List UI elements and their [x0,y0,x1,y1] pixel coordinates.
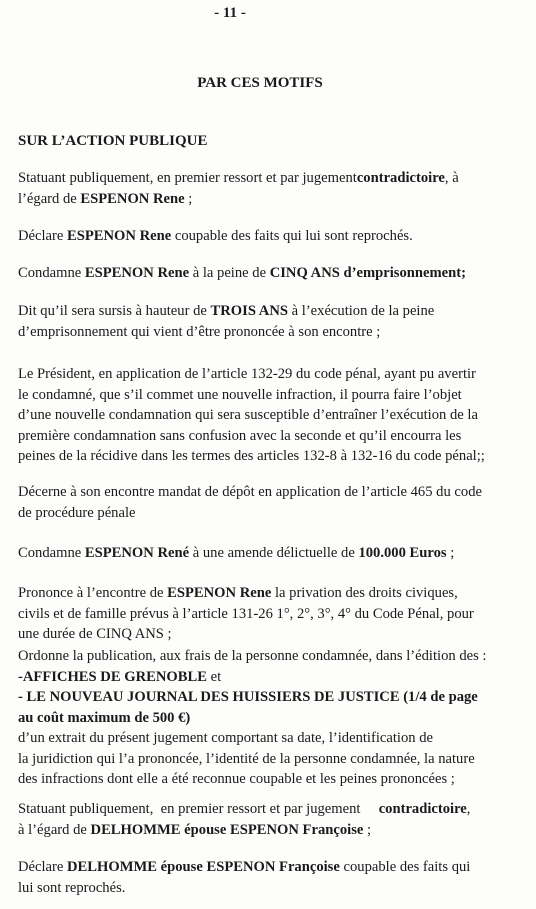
paragraph-line: d’un extrait du présent jugement comportant sa date, l’identification de [18,730,433,746]
paragraph-line: première condamnation sans confusion avec la seconde et qu’il encourra les [18,427,462,444]
paragraph-line: Décerne à son encontre mandat de dépôt en application de l’article 465 du code [18,484,482,500]
text-run: Déclare [18,228,68,244]
bold-text: contradictoire [378,801,467,817]
paragraph-amende [18,543,526,564]
paragraph-line: le condamné, que s’il commet une nouvelle infraction, il pourra faire l’objet [18,386,462,403]
paragraph-statuant-rene [18,168,526,209]
text-run: à l’exécution de la peine [287,303,435,319]
text-run: la privation des droits civiques, [271,585,458,601]
paragraph-privation-droits [18,583,526,645]
paragraph-line: civils et de famille prévus à l’article 131-26 1°, 2°, 3°, 4° du Code Pénal, pour [18,605,474,622]
text-run: Condamne [18,545,85,561]
paragraph-president-avertissement [18,364,526,467]
section-title: SUR L’ACTION PUBLIQUE [18,133,208,149]
text-run: Statuant publiquement, en premier ressort et par jugement [18,801,379,817]
paragraph-line [18,263,526,284]
paragraph-declare-rene [18,226,526,247]
paragraph-line: la juridiction qui l’a prononcée, l’identité de la personne condamnée, la nature [18,750,475,767]
paragraph-line [18,583,526,604]
text-run: et [206,668,222,685]
paragraph-line [18,799,526,820]
bold-text: contradictoire [356,170,445,186]
bold-text: - LE NOUVEAU JOURNAL DES HUISSIERS DE JUSTICE (1/4 de page [18,689,478,705]
paragraph-line: de procédure pénale [18,504,136,521]
document-heading: PAR CES MOTIFS [197,75,323,91]
bold-text: CINQ ANS d’emprisonnement; [269,265,466,281]
paragraph-line [18,820,526,841]
bold-text: 100.000 Euros [358,545,447,561]
text-run: Statuant publiquement, en premier ressort et par jugement [18,170,357,186]
paragraph-line: d’une nouvelle condamnation qui sera susceptible d’entraîner l’exécution de la [18,407,478,423]
bold-text: DELHOMME épouse ESPENON Françoise [67,859,340,875]
paragraph-line [18,857,526,878]
paragraph-line: peines de la récidive dans les termes des articles 132-8 à 132-16 du code pénal;; [18,448,485,464]
text-run: Condamne [18,265,85,281]
text-run: Déclare [18,859,68,875]
text-run: coupable des faits qui [339,859,471,875]
text-run: à l’égard de [18,821,91,838]
text-run: Dit qu’il sera sursis à hauteur de [18,303,211,319]
paragraph-line: des infractions dont elle a été reconnue coupable et les peines prononcées ; [18,771,455,787]
bold-text: TROIS ANS [210,303,288,319]
paragraph-declare-francoise [18,857,526,898]
bold-text: ESPENON Rene [80,190,185,207]
text-run: à une amende délictuelle de [189,545,359,561]
bold-text: DELHOMME épouse ESPENON Françoise [90,821,364,838]
paragraph-line: Le Président, en application de l’article 132-29 du code pénal, ayant pu avertir [18,366,476,382]
paragraph-line [18,543,526,564]
paragraph-line: une durée de CINQ ANS ; [18,626,172,642]
paragraph-line [18,708,526,729]
text-run: coupable des faits qui lui sont reprochés. [171,228,413,244]
text-run: , à [444,170,459,186]
paragraph-line: lui sont reprochés. [18,879,126,896]
bold-text: -AFFICHES DE GRENOBLE [18,668,207,685]
paragraph-statuant-francoise [18,799,526,840]
paragraph-line [18,168,526,189]
bold-text: au coût maximum de 500 €) [18,709,191,726]
paragraph-line: d’emprisonnement qui vient d’être prononcée à son encontre ; [18,323,381,340]
text-run: , [466,801,471,817]
bold-text: ESPENON René [84,545,190,561]
bold-text: ESPENON Rene [84,265,190,281]
paragraph-line [18,226,526,247]
paragraph-line [18,687,526,708]
text-run: à la peine de [189,265,270,281]
text-run: ; [184,190,193,207]
text-run: ; [363,821,372,838]
paragraph-mandat-depot [18,482,526,523]
paragraph-sursis [18,301,526,342]
text-run: ; [446,545,455,561]
bold-text: ESPENON Rene [67,228,172,244]
paragraph-line [18,301,526,322]
text-run: Prononce à l’encontre de [18,585,168,601]
bold-text: ESPENON Rene [167,585,272,601]
paragraph-publication [18,646,526,790]
page-number: - 11 - [214,5,246,21]
paragraph-line [18,667,526,688]
paragraph-line [18,189,526,210]
text-run: l’égard de [18,190,81,207]
paragraph-line: Ordonne la publication, aux frais de la personne condamnée, dans l’édition des : [18,648,487,664]
paragraph-condamne-prison [18,263,526,284]
